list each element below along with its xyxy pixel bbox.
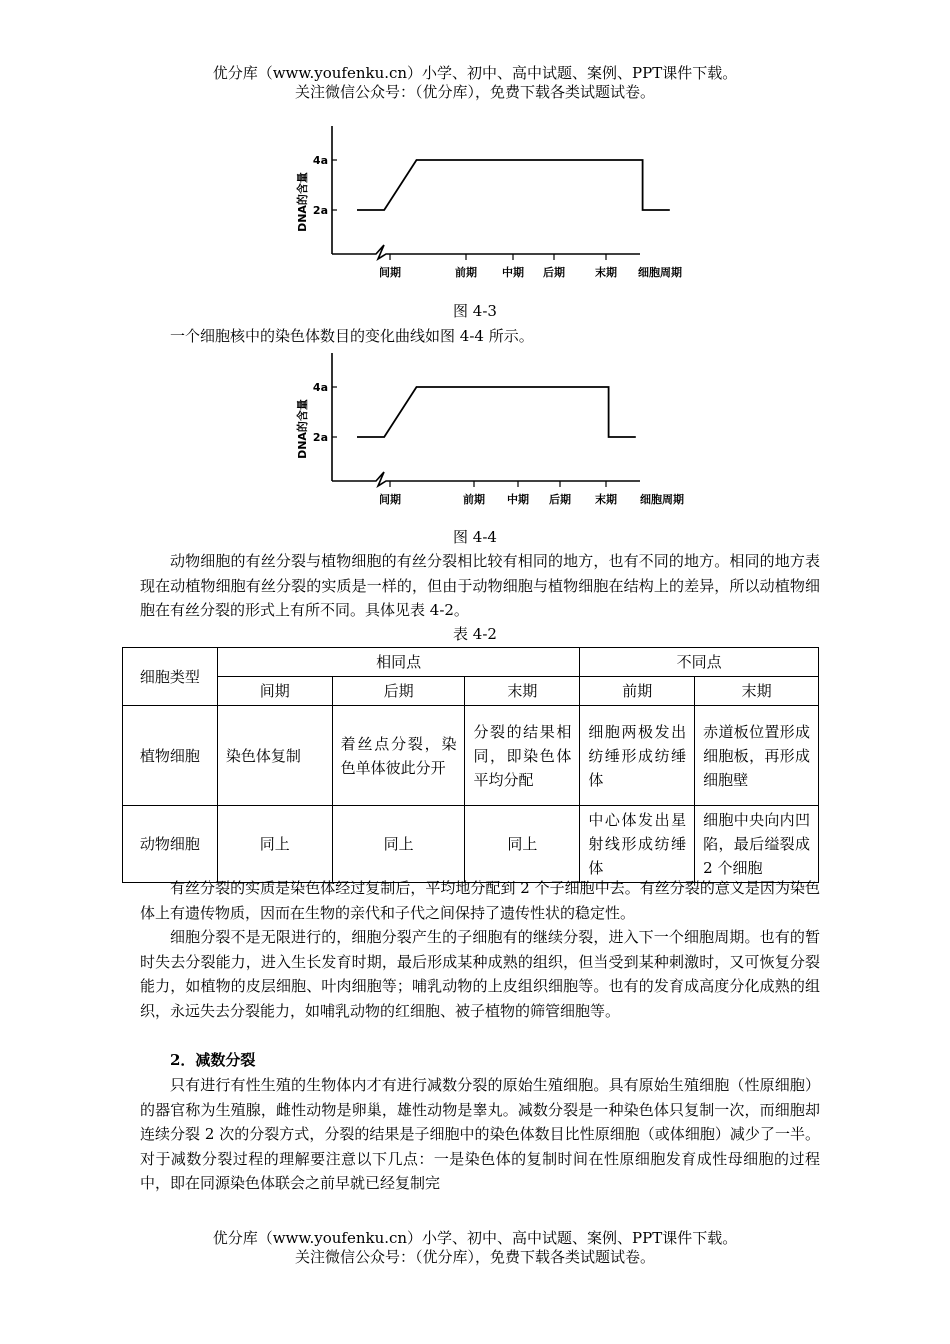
footer-line-1: 优分库（www.youfenku.cn）小学、初中、高中试题、案例、PPT课件下载。 <box>212 1229 738 1247</box>
header-line-2: 关注微信公众号：（优分库），免费下载各类试题试卷。 <box>294 83 655 101</box>
chart-fig-4-4 <box>290 347 700 517</box>
table-cell: 细胞中央向内凹陷，最后缢裂成 2 个细胞 <box>695 806 819 883</box>
x-tick-label: 后期 <box>543 266 565 279</box>
x-tick-label: 后期 <box>549 493 571 506</box>
x-tick-label: 细胞周期 <box>640 493 684 506</box>
x-tick-label: 末期 <box>595 266 617 279</box>
th-diff: 不同点 <box>580 648 819 677</box>
th-same: 相同点 <box>217 648 579 677</box>
table-cell: 同上 <box>465 806 580 883</box>
table-4-2 <box>122 647 819 883</box>
table-cell: 中心体发出星射线形成纺缍体 <box>580 806 695 883</box>
th-sub: 前期 <box>580 677 695 706</box>
series-line <box>357 387 636 437</box>
caption-fig-4-4: 图 4-4 <box>453 528 497 546</box>
x-tick-label: 细胞周期 <box>638 266 682 279</box>
para-division: 细胞分裂不是无限进行的，细胞分裂产生的子细胞有的继续分裂，进入下一个细胞周期。也有的暂时失去分裂能力，进入生长发育时期，最后形成某种成熟的组织，但当受到某种刺激时，又可恢复分裂能力，如植物的皮层细胞、叶肉细胞等；哺乳动物的上皮组织细胞等。也有的发育成高度分化成熟的组织，永远失去分裂能力，如哺乳动物的红细胞、被子植物的筛管细胞等。 <box>140 928 820 1020</box>
header-line-1: 优分库（www.youfenku.cn）小学、初中、高中试题、案例、PPT课件下载。 <box>212 64 738 82</box>
series-line <box>357 160 670 210</box>
x-tick-label: 前期 <box>463 493 485 506</box>
x-tick-label: 中期 <box>502 266 524 279</box>
footer-line-2: 关注微信公众号：（优分库），免费下载各类试题试卷。 <box>294 1248 655 1266</box>
th-cell-type: 细胞类型 <box>123 648 218 706</box>
x-tick-label: 间期 <box>379 493 401 506</box>
table-row <box>123 706 819 806</box>
page-header <box>0 64 950 102</box>
y-tick-label: 2a <box>312 204 328 217</box>
th-sub: 后期 <box>332 677 465 706</box>
x-axis <box>332 472 640 486</box>
y-axis-label: DNA的含量 <box>296 399 309 459</box>
x-tick-label: 末期 <box>595 493 617 506</box>
row-label: 植物细胞 <box>123 706 218 806</box>
table-cell: 细胞两极发出纺缍形成纺缍体 <box>580 706 695 806</box>
heading-meiosis: 2．减数分裂 <box>170 1051 256 1069</box>
x-tick-label: 中期 <box>507 493 529 506</box>
chart-fig-4-3 <box>290 120 700 290</box>
table-title: 表 4-2 <box>453 625 497 643</box>
th-sub: 末期 <box>695 677 819 706</box>
table-cell: 同上 <box>217 806 332 883</box>
para-compare: 动物细胞的有丝分裂与植物细胞的有丝分裂相比较有相同的地方，也有不同的地方。相同的地方表现在动植物细胞有丝分裂的实质是一样的，但由于动物细胞与植物细胞在结构上的差异，所以动植物细胞在有丝分裂的形式上有所不同。具体见表 4-2。 <box>140 552 820 619</box>
th-sub: 间期 <box>217 677 332 706</box>
table-cell: 同上 <box>332 806 465 883</box>
para-meiosis: 只有进行有性生殖的生物体内才有进行减数分裂的原始生殖细胞。具有原始生殖细胞（性原细胞）的器官称为生殖腺，雌性动物是卵巢，雄性动物是睾丸。减数分裂是一种染色体只复制一次，而细胞却连续分裂 2 次的分裂方式，分裂的结果是子细胞中的染色体数目比性原细胞（或体细胞）减少了一半。对于减数分裂过程的理解要注意以下几点：一是染色体的复制时间在性原细胞发育成性母细胞的过程中，即在同源染色体联会之前早就已经复制完 <box>140 1076 820 1192</box>
table-row <box>123 806 819 883</box>
table-cell: 染色体复制 <box>217 706 332 806</box>
x-tick-label: 前期 <box>455 266 477 279</box>
table-cell: 分裂的结果相同，即染色体平均分配 <box>465 706 580 806</box>
table-cell: 赤道板位置形成细胞板，再形成细胞壁 <box>695 706 819 806</box>
x-tick-label: 间期 <box>379 266 401 279</box>
caption-fig-4-3: 图 4-3 <box>453 302 497 320</box>
th-sub: 末期 <box>465 677 580 706</box>
y-tick-label: 4a <box>312 381 328 394</box>
y-tick-label: 2a <box>312 431 328 444</box>
row-label: 动物细胞 <box>123 806 218 883</box>
para-essence: 有丝分裂的实质是染色体经过复制后，平均地分配到 2 个子细胞中去。有丝分裂的意义是因为染色体上有遗传物质，因而在生物的亲代和子代之间保持了遗传性状的稳定性。 <box>140 879 820 922</box>
x-axis <box>332 245 640 259</box>
y-axis-label: DNA的含量 <box>296 172 309 232</box>
table-cell: 着丝点分裂，染色单体彼此分开 <box>332 706 465 806</box>
page-footer <box>0 1229 950 1267</box>
intro-fig-4-4: 一个细胞核中的染色体数目的变化曲线如图 4-4 所示。 <box>170 327 534 345</box>
y-tick-label: 4a <box>312 154 328 167</box>
